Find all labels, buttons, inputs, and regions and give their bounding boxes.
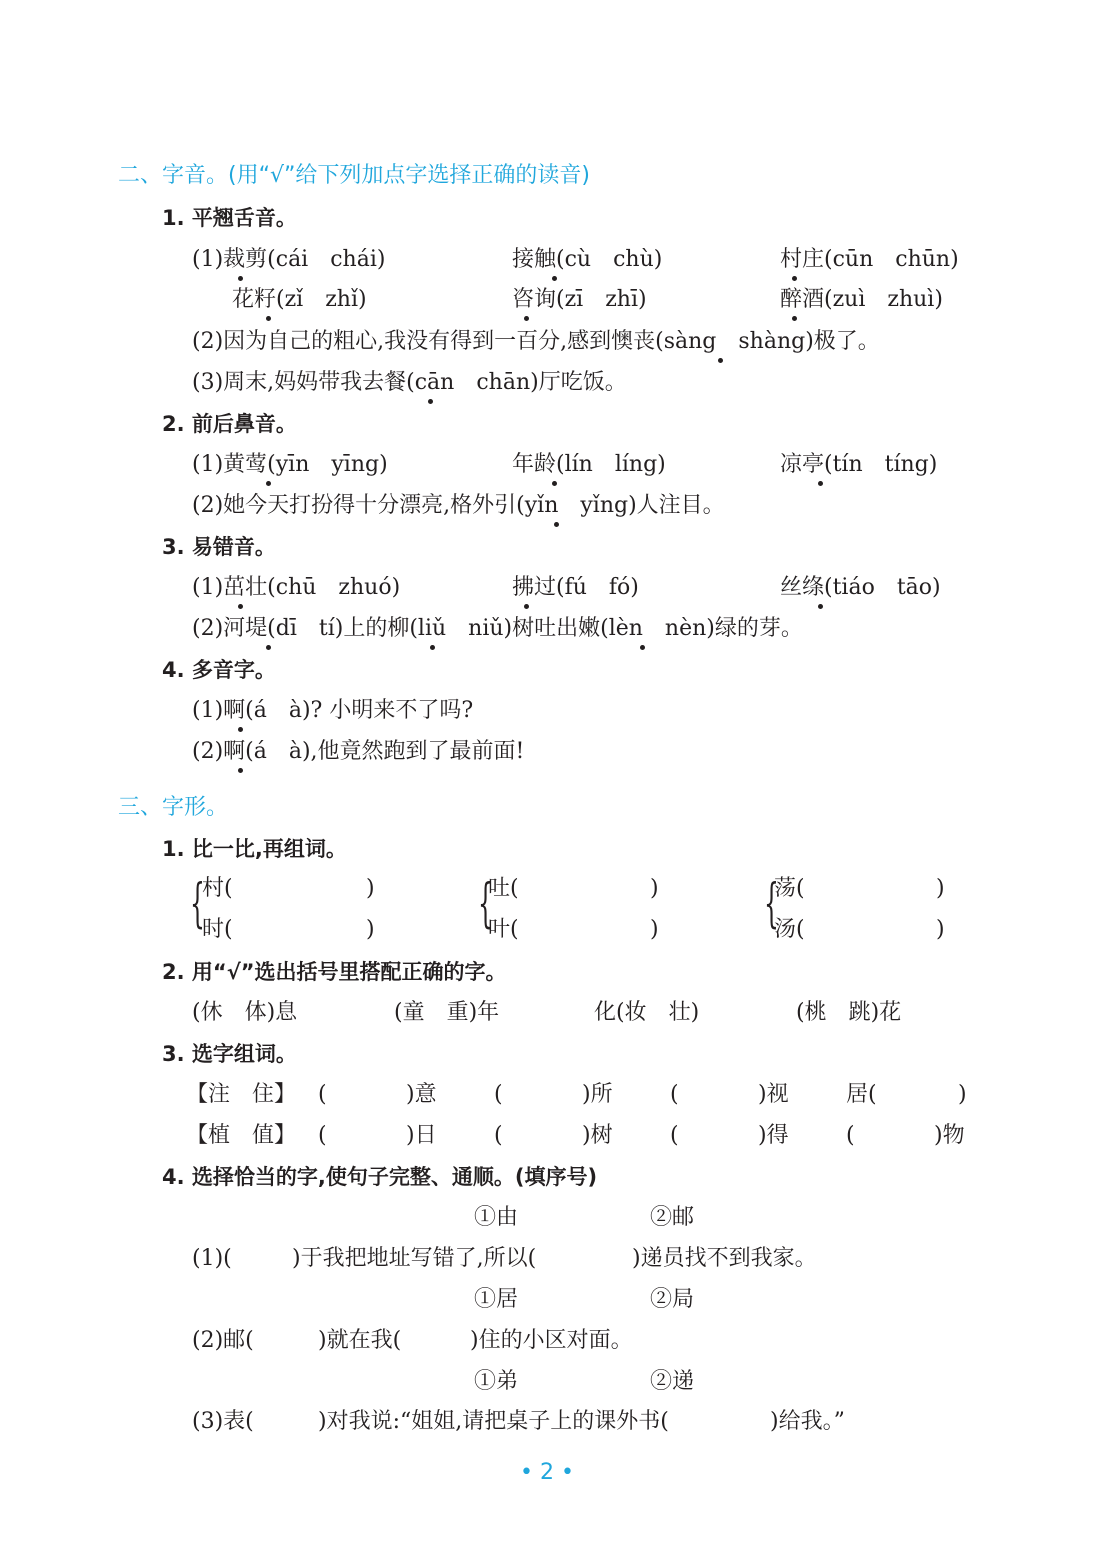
emphasis-dot [818, 604, 823, 609]
blank-open: ( [318, 1123, 327, 1148]
blank-word: )得 [758, 1123, 789, 1148]
q4-sentence: (1)啊(á à)? 小明来不了吗? [192, 698, 474, 723]
blank-word: )物 [934, 1123, 965, 1148]
page-number: • 2 • [520, 1460, 574, 1485]
emphasis-dot [238, 276, 243, 281]
blank-word: )树 [582, 1123, 613, 1148]
emphasis-dot [238, 768, 243, 773]
option-2: ②局 [650, 1287, 695, 1312]
choice-item: (休 体)息 [192, 1000, 298, 1025]
s3-q3-title: 3. 选字组词。 [162, 1042, 297, 1066]
compare-close: ) [650, 876, 659, 901]
q2-sentence: (2)她今天打扮得十分漂亮,格外引(yǐn yǐng)人注目。 [192, 493, 725, 518]
q1-sentence: (2)因为自己的粗心,我没有得到一百分,感到懊丧(sàng shàng)极了。 [192, 329, 880, 354]
q4-sentence: (2)啊(á à),他竟然跑到了最前面! [192, 739, 525, 764]
s3-q1-title: 1. 比一比,再组词。 [162, 837, 347, 861]
q3-item: 拂过(fú fó) [512, 575, 639, 600]
choice-item: (童 重)年 [394, 1000, 500, 1025]
emphasis-dot [552, 481, 557, 486]
emphasis-dot [238, 604, 243, 609]
compare-char: 时( [202, 917, 233, 942]
fill-sentence: )给我。” [770, 1409, 845, 1434]
blank-open: ( [494, 1082, 503, 1107]
compare-close: ) [936, 876, 945, 901]
q1-item: (1)裁剪(cái chái) [192, 247, 386, 272]
option-2: ②递 [650, 1369, 695, 1394]
emphasis-dot [428, 399, 433, 404]
blank-close: ) [958, 1082, 967, 1107]
q2-item: (1)黄莺(yīn yīng) [192, 452, 388, 477]
compare-char: 村( [202, 876, 233, 901]
compare-char: 汤( [774, 917, 805, 942]
emphasis-dot [552, 276, 557, 281]
option-1: ①由 [474, 1205, 519, 1230]
blank-open: ( [670, 1123, 679, 1148]
blank-word: )所 [582, 1082, 613, 1107]
compare-close: ) [936, 917, 945, 942]
fill-sentence: (3)表( [192, 1409, 254, 1434]
fill-sentence: (1)( [192, 1246, 232, 1271]
brace: { [478, 874, 493, 934]
blank-open: 居( [846, 1082, 877, 1107]
brace: { [190, 874, 205, 934]
q1-item: 花籽(zǐ zhǐ) [232, 287, 367, 312]
s3-q2-title: 2. 用“√”选出括号里搭配正确的字。 [162, 960, 507, 984]
blank-word: )视 [758, 1082, 789, 1107]
fill-sentence: )就在我( [318, 1328, 402, 1353]
brace: { [764, 874, 779, 934]
emphasis-dot [554, 522, 559, 527]
compare-char: 吐( [488, 876, 519, 901]
emphasis-dot [430, 645, 435, 650]
char-pair-label: 【植 值】 [186, 1123, 297, 1148]
fill-sentence: (2)邮( [192, 1328, 254, 1353]
blank-word: )日 [406, 1123, 437, 1148]
q1-item: 醉酒(zuì zhuì) [780, 287, 943, 312]
compare-char: 叶( [488, 917, 519, 942]
emphasis-dot [524, 316, 529, 321]
option-1: ①居 [474, 1287, 519, 1312]
fill-sentence: )递员找不到我家。 [632, 1246, 817, 1271]
fill-sentence: )对我说:“姐姐,请把桌子上的课外书( [318, 1409, 669, 1434]
emphasis-dot [640, 645, 645, 650]
blank-open: ( [318, 1082, 327, 1107]
option-2: ②邮 [650, 1205, 695, 1230]
q2-title: 2. 前后鼻音。 [162, 412, 297, 436]
char-pair-label: 【注 住】 [186, 1082, 297, 1107]
emphasis-dot [718, 358, 723, 363]
emphasis-dot [266, 481, 271, 486]
blank-open: ( [494, 1123, 503, 1148]
q2-item: 凉亭(tín tíng) [780, 452, 938, 477]
blank-open: ( [846, 1123, 855, 1148]
compare-close: ) [366, 876, 375, 901]
fill-sentence: )于我把地址写错了,所以( [292, 1246, 537, 1271]
choice-item: (桃 跳)花 [796, 1000, 902, 1025]
q1-sentence: (3)周末,妈妈带我去餐(cān chān)厅吃饭。 [192, 370, 627, 395]
q1-item: 接触(cù chù) [512, 247, 663, 272]
emphasis-dot [792, 316, 797, 321]
s3-q4-title: 4. 选择恰当的字,使句子完整、通顺。(填序号) [162, 1165, 598, 1189]
compare-close: ) [650, 917, 659, 942]
choice-item: 化(妆 壮) [594, 1000, 700, 1025]
section-2-title: 二、字音。(用“√”给下列加点字选择正确的读音) [118, 163, 590, 188]
section-3-title: 三、字形。 [118, 795, 229, 820]
q3-item: (1)茁壮(chū zhuó) [192, 575, 401, 600]
emphasis-dot [792, 276, 797, 281]
blank-word: )意 [406, 1082, 437, 1107]
emphasis-dot [818, 481, 823, 486]
emphasis-dot [266, 645, 271, 650]
q4-title: 4. 多音字。 [162, 658, 276, 682]
q3-item: 丝绦(tiáo tāo) [780, 575, 941, 600]
option-1: ①弟 [474, 1369, 519, 1394]
compare-char: 荡( [774, 876, 805, 901]
q1-item: 村庄(cūn chūn) [780, 247, 959, 272]
emphasis-dot [266, 316, 271, 321]
emphasis-dot [524, 604, 529, 609]
q2-item: 年龄(lín líng) [512, 452, 666, 477]
q3-sentence: (2)河堤(dī tí)上的柳(liǔ niǔ)树吐出嫩(lèn nèn)绿的芽。 [192, 616, 803, 641]
compare-close: ) [366, 917, 375, 942]
emphasis-dot [238, 727, 243, 732]
fill-sentence: )住的小区对面。 [470, 1328, 633, 1353]
q1-item: 咨询(zī zhī) [512, 287, 647, 312]
q3-title: 3. 易错音。 [162, 535, 276, 559]
blank-open: ( [670, 1082, 679, 1107]
q1-title: 1. 平翘舌音。 [162, 206, 297, 230]
